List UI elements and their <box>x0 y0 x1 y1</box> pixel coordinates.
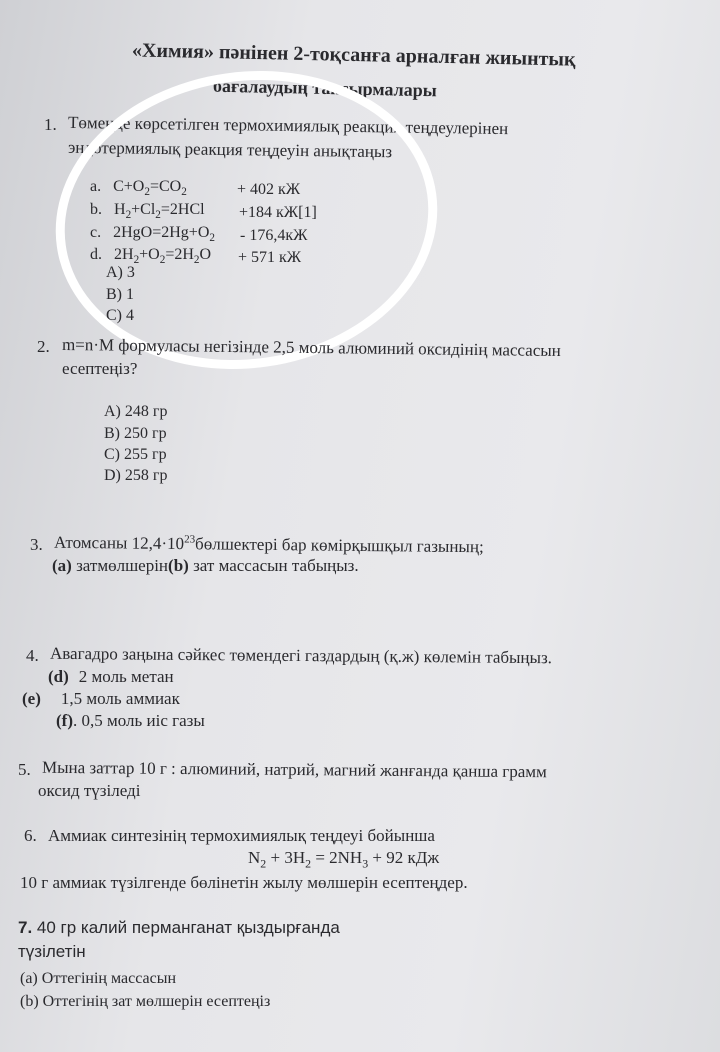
q3-text-line1: Атомсаны $12,4\cdot 10^{23}бөлшектері$ бар көмірқышқыл газының; <box>53 532 484 557</box>
q1-text-line1: Төменде көрсетілген термохимиялық реакция теңдеулерінен <box>67 112 509 139</box>
q1-eq-b-energy: +184 кЖ[1] <box>239 204 317 221</box>
q3-a-label: (a) <box>52 556 72 575</box>
q1-eq-a-energy: + 402 кЖ <box>237 181 301 198</box>
q1-answer-a: A) 3 <box>106 264 135 281</box>
q2-answer-b: B) 250 гр <box>104 425 167 442</box>
eq-letter: b. <box>90 201 102 218</box>
q2-answer-d: D) 258 гр <box>104 467 168 484</box>
q5-text-line2: оксид түзіледі <box>38 781 141 800</box>
eq-letter: d. <box>90 246 102 263</box>
q1-eq-c-energy: - 176,4кЖ <box>240 227 308 244</box>
q4-text: Авагадро заңына сәйкес төмендегі газдардың (қ.ж) көлемін табыңыз. <box>49 643 553 668</box>
q1-text-line2: эндотермиялық реакция теңдеуін анықтаңыз <box>67 137 393 162</box>
eq-formula: $C+O_2=CO_2$ <box>113 178 187 199</box>
q1-number: 1. <box>44 115 57 134</box>
q7-item-a: (a) Оттегінің массасын <box>20 970 177 987</box>
q4-item-e: (e) 1,5 моль аммиак <box>22 689 180 708</box>
q3-b-label: (b) <box>168 556 189 575</box>
q4-item-d: (d) 2 моль метан <box>48 667 174 686</box>
q6-text-line1: Аммиак синтезінің термохимиялық теңдеуі бойынша <box>48 826 435 845</box>
q2-answer-a: A) 248 гр <box>104 403 168 420</box>
q6-text-line2: 10 г аммиак түзілгенде бөлінетін жылу мөлшерін есептеңдер. <box>20 873 468 892</box>
q1-eq-d-energy: + 571 кЖ <box>238 249 302 266</box>
q3-number: 3. <box>30 535 43 554</box>
q1-answer-b: B) 1 <box>106 286 134 303</box>
q6-equation: $N_2 + 3H_2 = 2NH_3 + 92$ кДж <box>248 848 440 871</box>
q7-text-line1: 7. 40 гр калий перманганат қыздырғанда <box>18 918 340 937</box>
eq-formula: $2H_2+O_2=2H_2O$ <box>114 246 212 267</box>
q6-number: 6. <box>24 826 37 845</box>
eq-letter: c. <box>90 224 102 241</box>
eq-letter: a. <box>90 178 102 195</box>
q4-number: 4. <box>26 646 39 665</box>
q2-text-line1: m=n·M формуласы негізінде 2,5 моль алюминий оксидінің массасын <box>61 334 561 361</box>
eq-formula: $2HgO=2Hg+O_2$ <box>113 224 215 245</box>
q7-text-line2: түзілетін <box>18 942 86 961</box>
page-subtitle: бағалаудың тапсырмалары <box>212 75 438 101</box>
q7-number: 7. <box>18 918 33 937</box>
q1-answer-c: C) 4 <box>106 307 134 324</box>
q5-text-line1: Мына заттар 10 г : алюминий, натрий, магний жанғанда қанша грамм <box>41 757 547 782</box>
q4-item-f: (f). 0,5 моль иіс газы <box>56 711 205 730</box>
q2-text-line2: есептеңіз? <box>62 359 138 378</box>
q2-number: 2. <box>37 337 50 356</box>
q3-text-line2: (a) затмөлшерін(b) зат массасын табыңыз. <box>52 556 359 575</box>
eq-formula: $H_2+Cl_2=2HCl$ <box>114 201 205 222</box>
page-title: «Химия» пәнінен 2-тоқсанға арналған жиынтық <box>131 39 576 71</box>
q2-answer-c: C) 255 гр <box>104 446 167 463</box>
q7-item-b: (b) Оттегінің зат мөлшерін есептеңіз <box>20 993 271 1010</box>
q5-number: 5. <box>18 760 31 779</box>
